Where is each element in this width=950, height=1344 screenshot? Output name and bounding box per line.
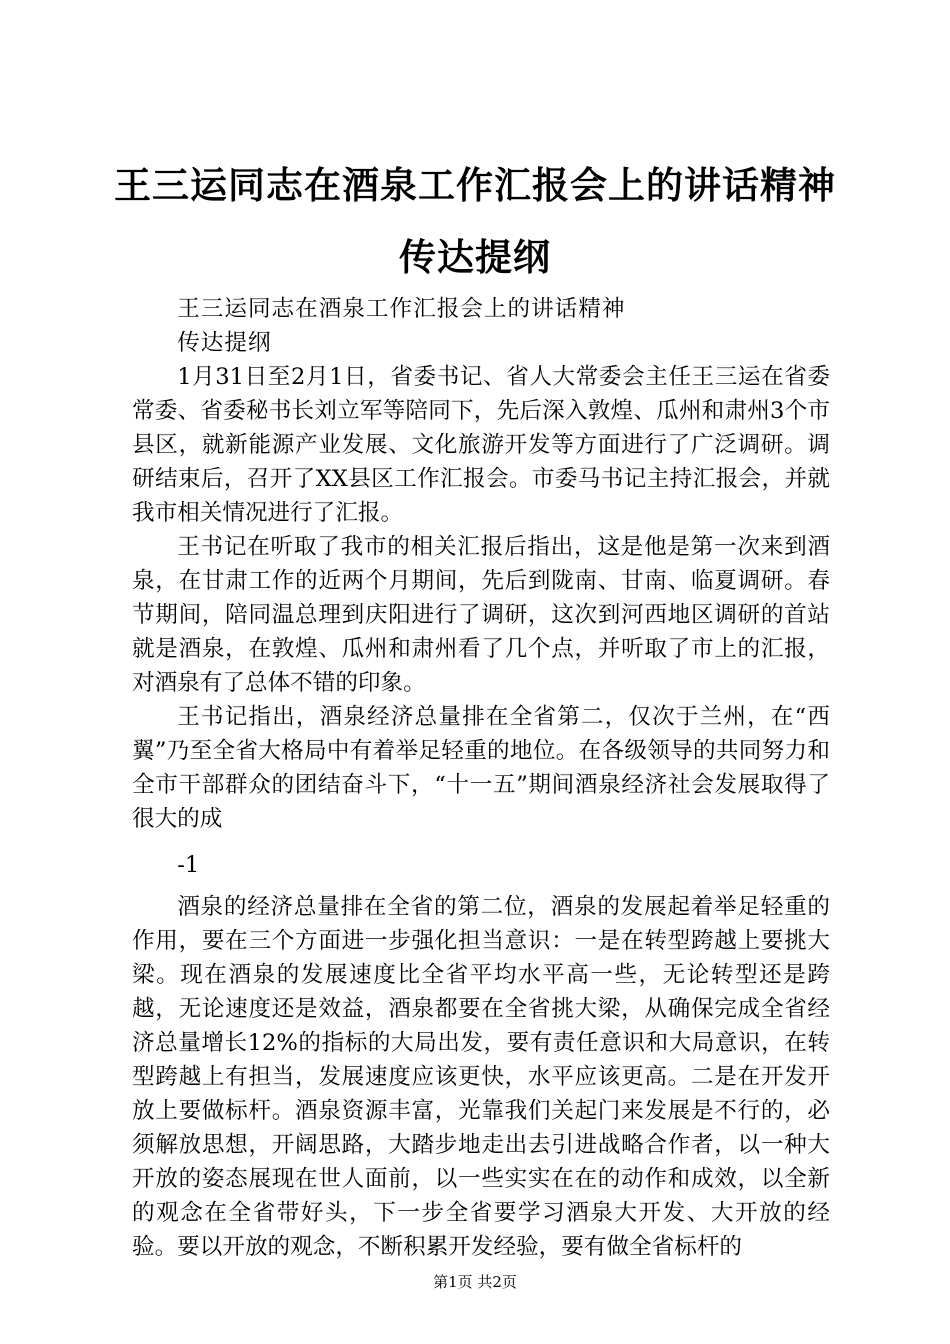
subtitle-line-1: 王三运同志在酒泉工作汇报会上的讲话精神	[177, 296, 626, 322]
paragraph-1: 1月31日至2月1日，省委书记、省人大常委会主任王三运在省委常委、省委秘书长刘立军等陪同下，先后深入敦煌、瓜州和肃州3个市县区，就新能源产业发展、文化旅游开发等方面进行了广泛调研。调研结束后，召开了XX县区工作汇报会。市委马书记主持汇报会，并就我市相关情况进行了汇报。	[132, 364, 830, 526]
page-footer: 第1页 共2页	[433, 1273, 517, 1291]
page-marker: -1	[177, 852, 200, 878]
subtitle-line-2: 传达提纲	[177, 330, 272, 356]
paragraph-4: 酒泉的经济总量排在全省的第二位，酒泉的发展起着举足轻重的作用，要在三个方面进一步强化担当意识：一是在转型跨越上要挑大梁。现在酒泉的发展速度比全省平均水平高一些，无论转型还是跨越，无论速度还是效益，酒泉都要在全省挑大梁，从确保完成全省经济总量增长12%的指标的大局出发，要有责任意识和大局意识，在转型跨越上有担当，发展速度应该更快，水平应该更高。二是在开发开放上要做标杆。酒泉资源丰富，光靠我们关起门来发展是不行的，必须解放思想，开阔思路，大踏步地走出去引进战略合作者，以一种大开放的姿态展现在世人面前，以一些实实在在的动作和成效，以全新的观念在全省带好头，下一步全省要学习酒泉大开发、大开放的经验。要以开放的观念，不断积累开发经验，要有做全省标杆的	[132, 894, 830, 1260]
paragraph-3: 王书记指出，酒泉经济总量排在全省第二，仅次于兰州，在“西翼”乃至全省大格局中有着举足轻重的地位。在各级领导的共同努力和全市干部群众的团结奋斗下，“十一五”期间酒泉经济社会发展取得了很大的成	[132, 704, 830, 832]
paragraph-2: 王书记在听取了我市的相关汇报后指出，这是他是第一次来到酒泉，在甘肃工作的近两个月期间，先后到陇南、甘南、临夏调研。春节期间，陪同温总理到庆阳进行了调研，这次到河西地区调研的首站就是酒泉，在敦煌、瓜州和肃州看了几个点，并听取了市上的汇报，对酒泉有了总体不错的印象。	[132, 534, 830, 696]
document-title: 王三运同志在酒泉工作汇报会上的讲话精神传达提纲	[114, 164, 836, 279]
document-body	[132, 292, 830, 1264]
